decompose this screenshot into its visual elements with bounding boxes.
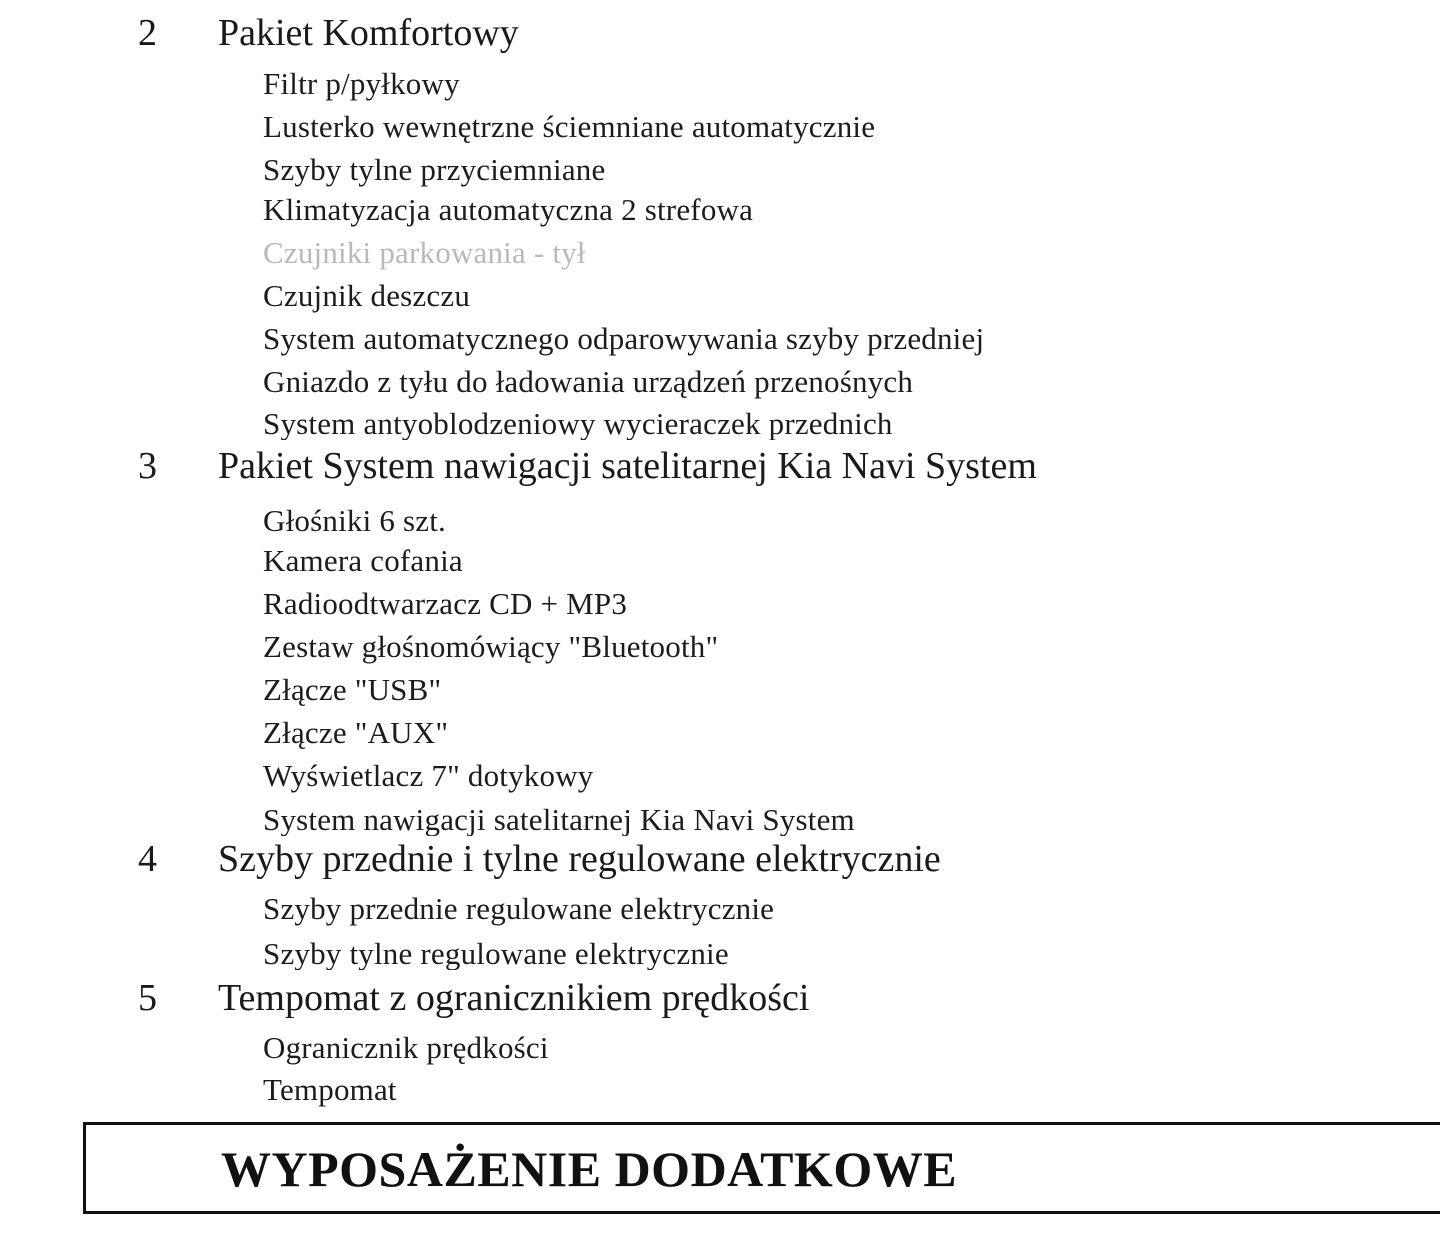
package-title: Pakiet System nawigacji satelitarnej Kia Navi System [218,445,1037,487]
list-item: Gniazdo z tyłu do ładowania urządzeń przenośnych [263,364,914,399]
clipped-line [255,800,1255,836]
list-item: System nawigacji satelitarnej Kia Navi System [263,802,855,836]
list-item: Głośniki 6 szt. [263,503,446,538]
section-heading-box [83,1122,1440,1214]
list-item: Filtr p/pyłkowy [263,66,460,101]
package-number: 4 [138,838,157,880]
list-item: Szyby tylne regulowane elektrycznie [263,936,729,970]
list-item: Czujniki parkowania - tył [263,235,586,270]
clipped-line [255,404,1255,440]
package-title: Pakiet Komfortowy [218,12,519,54]
list-item: Kamera cofania [263,543,463,578]
list-item: Zestaw głośnomówiący "Bluetooth" [263,629,719,664]
list-item: System antyoblodzeniowy wycieraczek przednich [263,406,893,440]
package-title: Szyby przednie i tylne regulowane elektrycznie [218,838,941,880]
package-title: Tempomat z ogranicznikiem prędkości [218,977,810,1019]
list-item: Wyświetlacz 7" dotykowy [263,758,594,793]
list-item: Złącze "USB" [263,672,442,707]
list-item: Tempomat [263,1072,397,1107]
list-item: System automatycznego odparowywania szyby przedniej [263,321,985,356]
list-item: Lusterko wewnętrzne ściemniane automatycznie [263,109,876,144]
package-number: 2 [138,12,157,54]
clipped-line [255,934,1255,970]
list-item: Czujnik deszczu [263,278,471,313]
section-heading: WYPOSAŻENIE DODATKOWE [221,1141,958,1197]
list-item: Ogranicznik prędkości [263,1030,549,1065]
list-item: Szyby przednie regulowane elektrycznie [263,891,775,926]
list-item: Szyby tylne przyciemniane [263,152,606,187]
list-item: Radioodtwarzacz CD + MP3 [263,586,628,621]
list-item: Złącze "AUX" [263,715,449,750]
list-item: Klimatyzacja automatyczna 2 strefowa [263,192,754,227]
package-number: 3 [138,445,157,487]
package-number: 5 [138,977,157,1019]
